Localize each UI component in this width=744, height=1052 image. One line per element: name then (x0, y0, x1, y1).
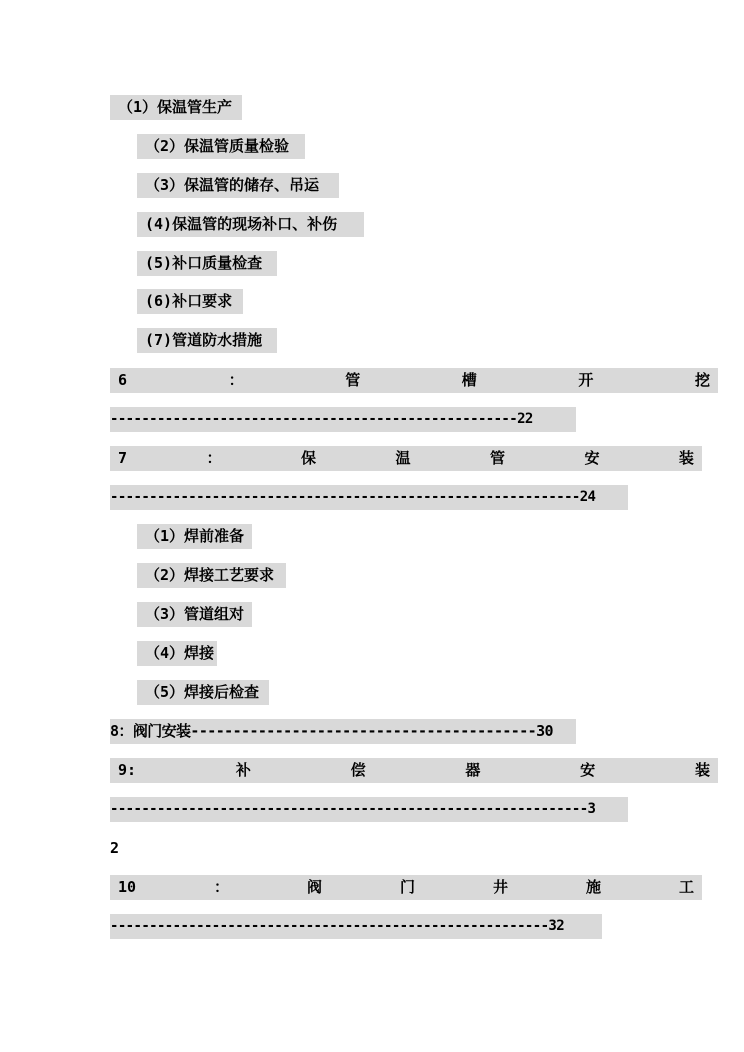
toc-sub-4: （4）焊接 (137, 641, 217, 666)
toc-section-9-wrap: 2 (110, 839, 120, 857)
toc-item-7: (7)管道防水措施 (137, 328, 277, 353)
toc-section-7-char: 7 (118, 449, 128, 467)
toc-section-6-char: 挖 (694, 371, 710, 389)
toc-section-8: 8：阀门安装-----------------------------------------30 (110, 719, 576, 744)
toc-sub-1: （1）焊前准备 (137, 524, 252, 549)
toc-section-10-char: 施 (585, 878, 601, 896)
toc-section-7-char: 装 (678, 449, 694, 467)
toc-section-7-char: 温 (395, 449, 411, 467)
toc-section-10-char: 工 (678, 878, 694, 896)
toc-section-9-leader: -------------------------------------------------------------3 (110, 797, 628, 822)
toc-section-6-char: 开 (578, 371, 594, 389)
toc-section-10-leader: --------------------------------------------------------32 (110, 914, 602, 939)
toc-section-10-char: ： (214, 878, 230, 896)
toc-item-5: (5)补口质量检查 (137, 251, 277, 276)
toc-section-10-char: 门 (400, 878, 416, 896)
toc-section-9-char: 9: (118, 761, 137, 779)
toc-sub-5: （5）焊接后检查 (137, 680, 269, 705)
toc-section-6-char: 管 (345, 371, 361, 389)
toc-section-10-char: 井 (492, 878, 508, 896)
toc-section-9-char: 器 (465, 761, 481, 779)
toc-section-10 (110, 875, 702, 900)
toc-item-4: (4)保温管的现场补口、补伤 (137, 212, 364, 237)
toc-section-6 (110, 368, 718, 393)
toc-section-6-char: 槽 (461, 371, 477, 389)
toc-section-10-char: 10 (118, 878, 137, 896)
toc-section-6-char: 6 (118, 371, 128, 389)
toc-section-7 (110, 446, 702, 471)
toc-section-9 (110, 758, 718, 783)
toc-section-6-leader: ----------------------------------------------------22 (110, 407, 576, 432)
toc-section-7-char: ： (206, 449, 222, 467)
toc-section-9-char: 偿 (350, 761, 366, 779)
toc-section-7-leader: ------------------------------------------------------------24 (110, 485, 628, 510)
toc-sub-3: （3）管道组对 (137, 602, 252, 627)
toc-section-7-char: 安 (584, 449, 600, 467)
toc-item-2: （2）保温管质量检验 (137, 134, 305, 159)
toc-section-7-char: 管 (489, 449, 505, 467)
toc-sub-2: （2）焊接工艺要求 (137, 563, 286, 588)
toc-item-1: （1）保温管生产 (110, 95, 242, 120)
toc-item-3: （3）保温管的储存、吊运 (137, 173, 339, 198)
toc-section-9-char: 安 (580, 761, 596, 779)
toc-section-10-char: 阀 (307, 878, 323, 896)
toc-section-9-char: 补 (235, 761, 251, 779)
toc-item-6: (6)补口要求 (137, 289, 243, 314)
toc-section-7-char: 保 (300, 449, 316, 467)
toc-section-9-char: 装 (694, 761, 710, 779)
toc-section-6-char: ： (228, 371, 244, 389)
